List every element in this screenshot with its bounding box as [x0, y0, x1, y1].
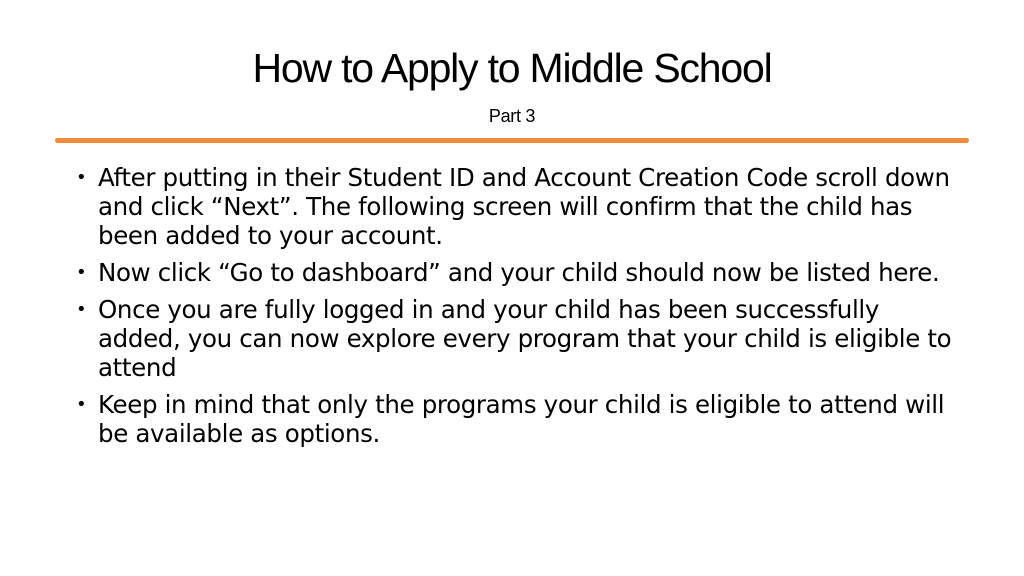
- bullet-dot-icon: •: [76, 167, 87, 188]
- bullet-list: [74, 163, 954, 456]
- bullet-text: Once you are fully logged in and your child has been successfully added, you can now explore every program that your child is eligible to attend: [98, 295, 952, 382]
- bullet-item: [74, 295, 954, 382]
- slide-subtitle: Part 3: [488, 106, 536, 126]
- bullet-item: [74, 258, 954, 287]
- bullet-item: [74, 390, 954, 448]
- bullet-dot-icon: •: [76, 262, 87, 283]
- bullet-dot-icon: •: [76, 394, 87, 415]
- bullet-item: [74, 163, 954, 250]
- slide-title: How to Apply to Middle School: [252, 45, 772, 91]
- bullet-text: Keep in mind that only the programs your child is eligible to attend will be available as options.: [98, 390, 945, 448]
- bullet-text: After putting in their Student ID and Account Creation Code scroll down and click “Next”. The following screen will confirm that the child has been added to your account.: [98, 163, 950, 250]
- bullet-dot-icon: •: [76, 299, 87, 320]
- title-divider: [55, 138, 969, 143]
- bullet-text: Now click “Go to dashboard” and your child should now be listed here.: [98, 258, 940, 287]
